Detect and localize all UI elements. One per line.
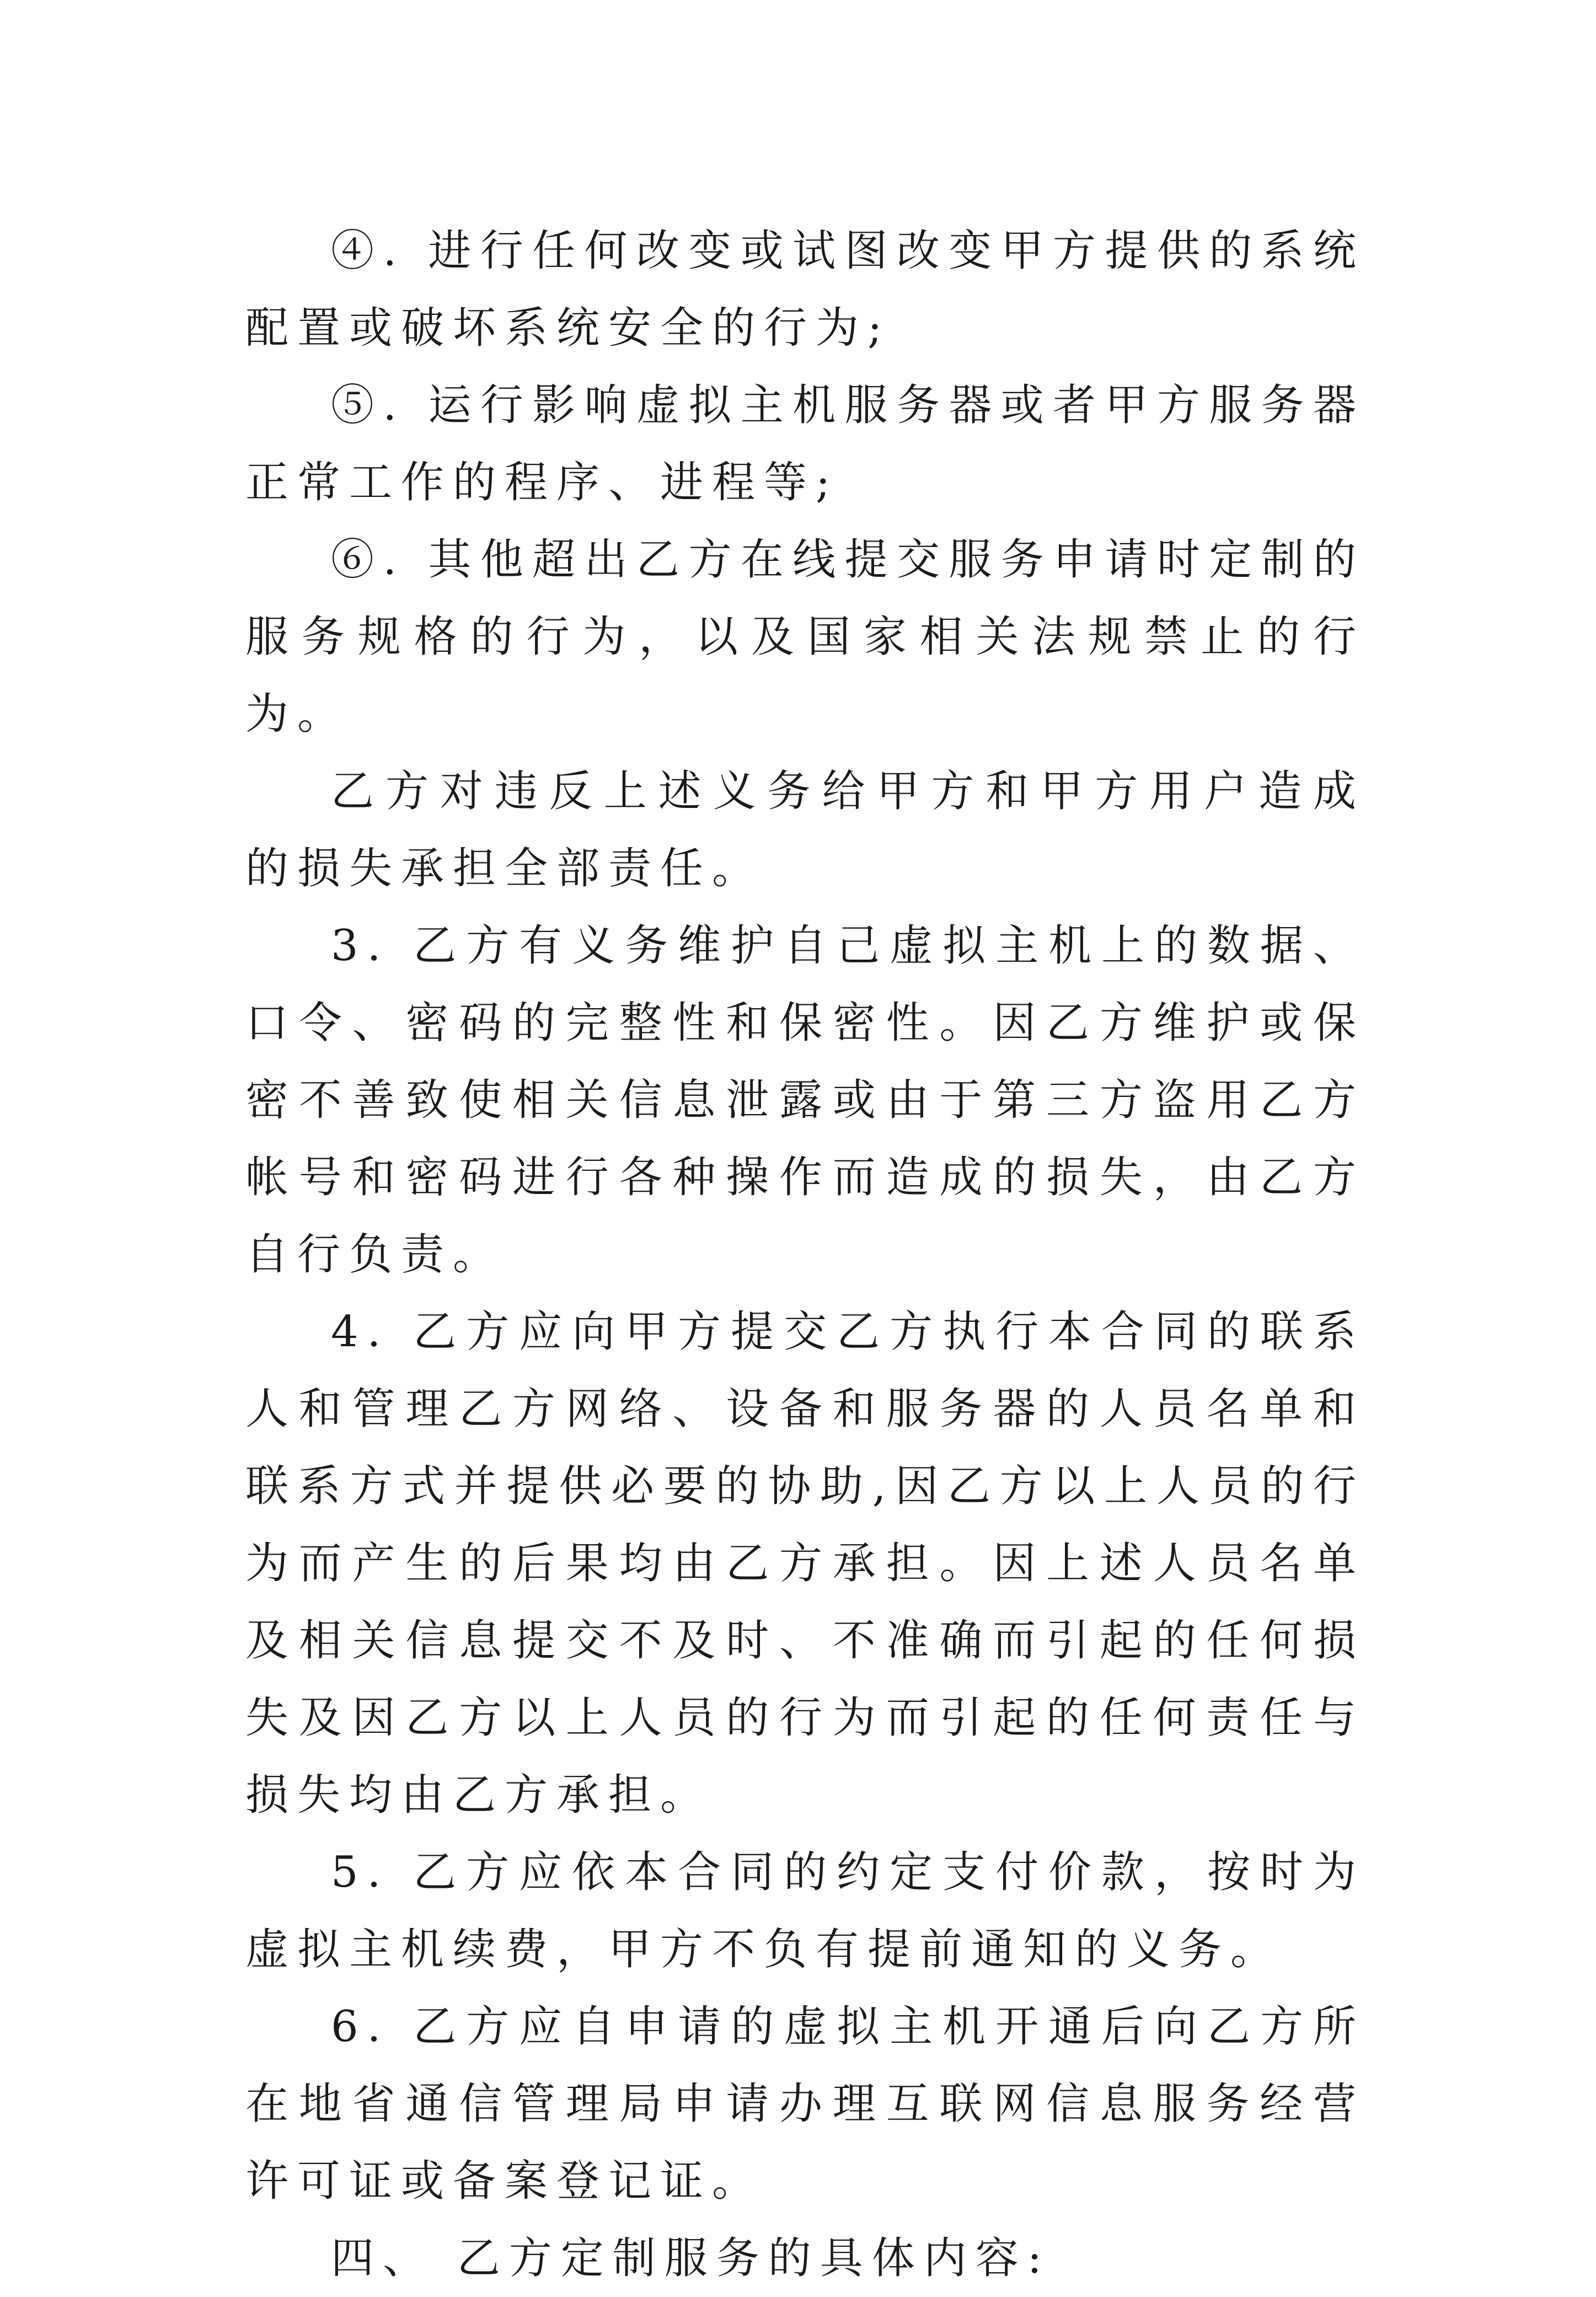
section-heading-4: 四、 乙方定制服务的具体内容: xyxy=(331,2234,1051,2283)
clause-6: 6. 乙方应自申请的虚拟主机开通后向乙方所在地省通信管理局申请办理互联网信息服务经营许可证或备案登记证。 xyxy=(245,2002,1365,2206)
clause-item-6: ⑥. 其他超出乙方在线提交服务申请时定制的服务规格的行为，以及国家相关法规禁止的行为。 xyxy=(245,535,1365,739)
liability-paragraph: 乙方对违反上述义务给甲方和甲方用户造成的损失承担全部责任。 xyxy=(245,767,1365,893)
clause-4: 4. 乙方应向甲方提交乙方执行本合同的联系人和管理乙方网络、设备和服务器的人员名单和联系方式并提供必要的协助,因乙方以上人员的行为而产生的后果均由乙方承担。因上述人员名单及相关信息提交不及时、不准确而引起的任何损失及因乙方以上人员的行为而引起的任何责任与损失均由乙方承担。 xyxy=(245,1307,1365,1820)
clause-item-5: ⑤. 运行影响虚拟主机服务器或者甲方服务器正常工作的程序、进程等; xyxy=(245,381,1365,507)
document-body xyxy=(245,212,1365,2297)
clause-item-4: ④. 进行任何改变或试图改变甲方提供的系统配置或破坏系统安全的行为; xyxy=(245,226,1365,353)
clause-3: 3. 乙方有义务维护自己虚拟主机上的数据、口令、密码的完整性和保密性。因乙方维护或保密不善致使相关信息泄露或由于第三方盗用乙方帐号和密码进行各种操作而造成的损失，由乙方自行负责。 xyxy=(245,921,1365,1279)
clause-5: 5. 乙方应依本合同的约定支付价款，按时为虚拟主机续费，甲方不负有提前通知的义务。 xyxy=(245,1848,1365,1974)
